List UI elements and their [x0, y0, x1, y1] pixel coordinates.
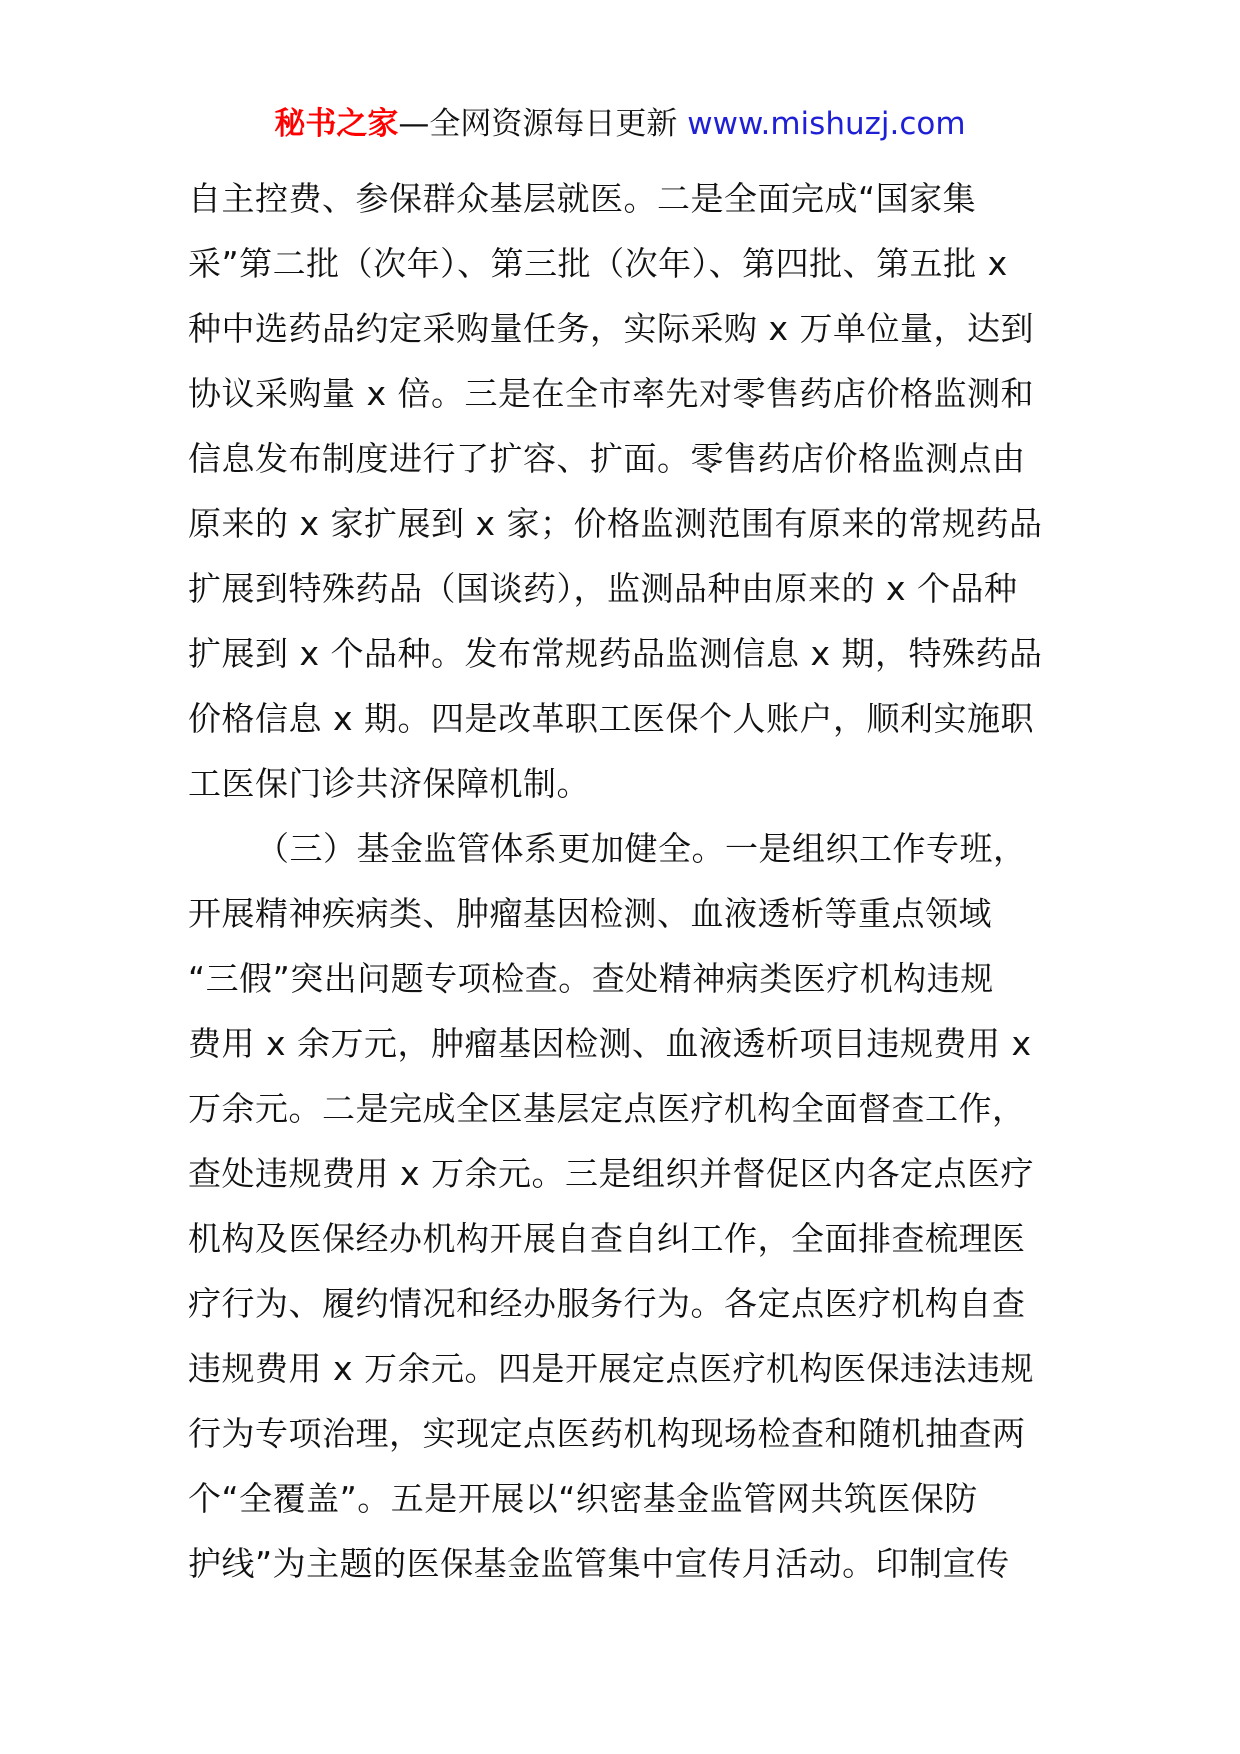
paragraph-2 — [188, 816, 1058, 1596]
text-line: 扩展到特殊药品（国谈药），监测品种由原来的 x 个品种 — [188, 569, 1018, 608]
text-line: 行为专项治理，实现定点医药机构现场检查和随机抽查两 — [188, 1414, 1026, 1453]
text-line: 疗行为、履约情况和经办服务行为。各定点医疗机构自查 — [188, 1284, 1026, 1323]
text-line: 价格信息 x 期。四是改革职工医保个人账户，顺利实施职 — [188, 699, 1035, 738]
text-line: 原来的 x 家扩展到 x 家；价格监测范围有原来的常规药品 — [188, 504, 1043, 543]
text-line: 护线”为主题的医保基金监管集中宣传月活动。印制宣传 — [188, 1544, 1010, 1583]
text-line: 违规费用 x 万余元。四是开展定点医疗机构医保违法违规 — [188, 1349, 1035, 1388]
text-line: 工医保门诊共济保障机制。 — [188, 764, 590, 803]
text-line: 种中选药品约定采购量任务，实际采购 x 万单位量，达到 — [188, 309, 1035, 348]
text-line: 扩展到 x 个品种。发布常规药品监测信息 x 期，特殊药品 — [188, 634, 1043, 673]
text-line: 费用 x 余万元，肿瘤基因检测、血液透析项目违规费用 x — [188, 1024, 1032, 1063]
header-site-link[interactable]: www.mishuzj.com — [687, 106, 966, 142]
header-brand: 秘书之家 — [274, 106, 399, 142]
text-line: 个“全覆盖”。五是开展以“织密基金监管网共筑医保防 — [188, 1479, 978, 1518]
text-line: “三假”突出问题专项检查。查处精神病类医疗机构违规 — [188, 959, 994, 998]
text-line: 机构及医保经办机构开展自查自纠工作，全面排查梳理医 — [188, 1219, 1026, 1258]
text-line: 信息发布制度进行了扩容、扩面。零售药店价格监测点由 — [188, 439, 1026, 478]
text-line: 采”第二批（次年）、第三批（次年）、第四批、第五批 x — [188, 244, 1008, 283]
text-line: 万余元。二是完成全区基层定点医疗机构全面督查工作， — [188, 1089, 1026, 1128]
text-line: 协议采购量 x 倍。三是在全市率先对零售药店价格监测和 — [188, 374, 1035, 413]
page-header — [0, 102, 1240, 146]
text-line: （三）基金监管体系更加健全。一是组织工作专班， — [256, 829, 1027, 868]
text-line: 查处违规费用 x 万余元。三是组织并督促区内各定点医疗 — [188, 1154, 1035, 1193]
paragraph-1 — [188, 166, 1058, 816]
text-line: 自主控费、参保群众基层就医。二是全面完成“国家集 — [188, 179, 977, 218]
text-line: 开展精神疾病类、肿瘤基因检测、血液透析等重点领域 — [188, 894, 992, 933]
document-body — [188, 166, 1058, 1596]
header-slogan: —全网资源每日更新 — [398, 106, 678, 142]
